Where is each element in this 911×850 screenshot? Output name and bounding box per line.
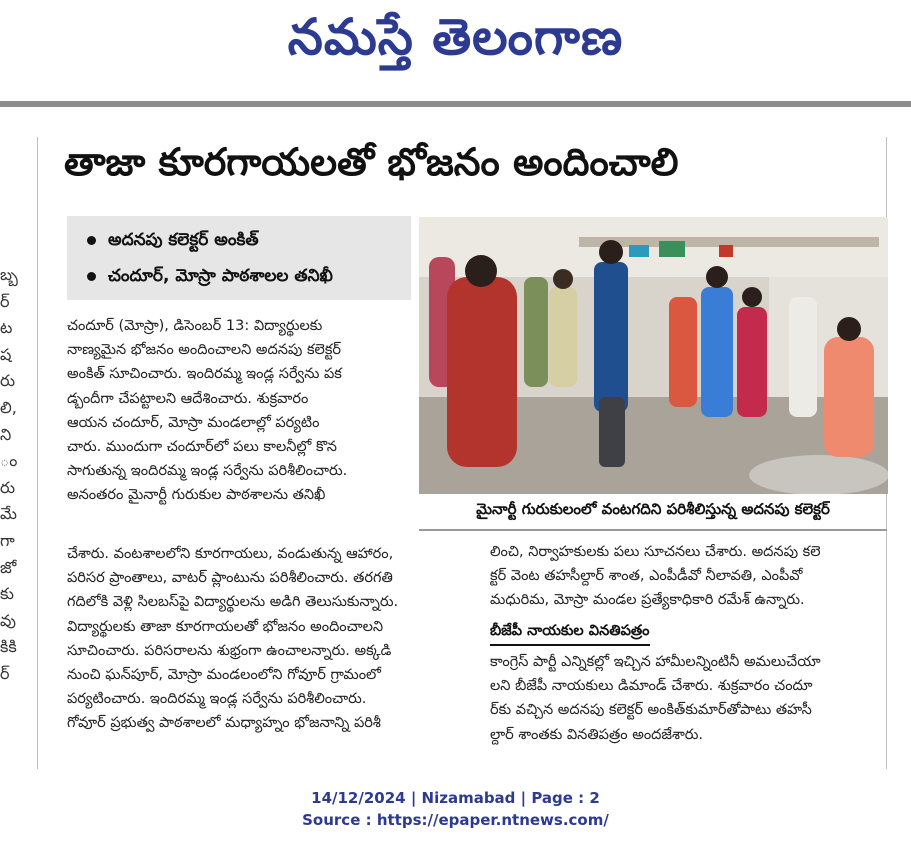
masthead [0,0,911,98]
article-line: డ్బందీగా చేపట్టాలని ఆదేశించారు. శుక్రవారం [67,390,309,407]
fragment-line: వు [0,610,16,630]
article-body-top [67,314,479,508]
article-headline: తాజా కూరగాయలతో భోజనం అందించాలి [64,140,679,184]
article-line: ర్‌కు వచ్చిన అదనపు కలెక్టర్ అంకిత్‌కుమార్‌తోపాటు తహసీ [490,702,812,719]
article-subheading: బీజేపీ నాయకుల వినతిపత్రం [490,623,650,646]
fragment-line: ం [0,451,18,471]
kitchen-inspection-photo [419,217,888,494]
fragment-line: ర్ [0,663,10,683]
article-line: సాగుతున్న ఇందిరమ్మ ఇండ్ల సర్వేను పరిశీలించారు. [67,463,348,480]
subheads-box [67,216,411,300]
article-body-right-column [490,540,884,613]
article-line: మధురిమ, మోస్రా మండల ప్రత్యేకాధికారి రమేశ్ ఉన్నారు. [490,592,805,609]
article-line: పరిసర ప్రాంతాలు, వాటర్ ప్లాంటును పరిశీలించారు. తరగతి [67,570,393,587]
bullet-icon [87,236,96,245]
fragment-line: గా [0,530,15,550]
article-line: చారు. ముందుగా చందూర్‌లో పలు కాలనీల్లో కొన [67,439,337,456]
fragment-line: ని [0,424,12,444]
article-line: అంకిత్ సూచించారు. ఇందిరమ్మ ఇండ్ల సర్వేను పక [67,366,342,383]
fragment-line: మే [0,504,17,524]
bullet-icon [87,272,96,281]
article-line: లించి, నిర్వాహకులకు పలు సూచనలు చేశారు. అదనపు కలె [490,544,821,560]
fragment-line: జో [0,557,17,577]
article-line: క్టర్ వెంట తహసీల్దార్ శాంత, ఎంపీడీవో నీలావతి, ఎంపీవో [490,568,803,585]
article-line: నుంచి ఘన్‌పూర్, మోస్రా మండలంలోని గోవూర్ గ్రామంలో [67,667,381,684]
article-line: గోవూర్ ప్రభుత్వ పాఠశాలలో మధ్యాహ్నం భోజనాన్ని పరిశీ [67,715,381,732]
article-line: విద్యార్థులకు తాజా కూరగాయలతో భోజనం అందించాలని [67,618,384,635]
fragment-line: ష [0,344,12,364]
article-body-left-column [67,542,479,736]
adjacent-column-fragment [0,262,20,688]
article-line: పర్యటించారు. ఇందిరమ్మ ఇండ్ల సర్వేను పరిశీలించారు. [67,691,367,708]
article-line: లని బీజేపీ నాయకులు డిమాండ్ చేశారు. శుక్రవారం చందూ [490,678,813,695]
fragment-line: బ్బ [0,265,18,284]
fragment-line: రు [0,371,16,391]
fragment-line: కికి [0,637,17,657]
article-line: నాణ్యమైన భోజనం అందించాలని అదనపు కలెక్టర్ [67,342,341,359]
fragment-line: ట [0,318,13,338]
page-footer [0,787,911,831]
source-link[interactable]: Source : https://epaper.ntnews.com/ [302,811,609,829]
article-photo [419,217,888,494]
article-line: ఆయన చందూర్, మోస్రా మండలాల్లో పర్యటిం [67,414,320,431]
article-line: చందూర్ (మోస్రా), డిసెంబర్ 13: విద్యార్థులకు [67,318,323,334]
fragment-line: రు [0,477,16,497]
article-body-right-column-2 [490,650,884,747]
newspaper-logo: నమస్తే తెలంగాణ [287,8,624,66]
article-line: అనంతరం మైనార్టీ గురుకుల పాఠశాలను తనిఖీ [67,487,326,504]
clip-border-left [37,137,38,769]
edition-info: 14/12/2024 | Nizamabad | Page : 2 [311,789,600,807]
caption-divider [419,529,887,531]
article-line: చేశారు. వంటశాలలోని కూరగాయలు, వండుతున్న ఆహారం, [67,546,394,562]
fragment-line: లి, [0,397,17,417]
fragment-line: ర్ [0,291,10,311]
article-line: సూచించారు. పరిసరాలను శుభ్రంగా ఉంచాలన్నారు. అక్కడి [67,642,392,659]
subhead-item: చందూర్, మోస్రా పాఠశాలల తనిఖీ [87,266,333,290]
masthead-divider [0,101,911,107]
fragment-line: కు [0,584,14,604]
article-line: గదిలోకి వెళ్లి సిలబస్‌పై విద్యార్థులను అడిగి తెలుసుకున్నారు. [67,594,399,611]
article-line: కాంగ్రెస్ పార్టీ ఎన్నికల్లో ఇచ్చిన హామీలన్నింటినీ అమలుచేయా [490,654,821,670]
photo-caption: మైనార్టీ గురుకులంలో వంటగదిని పరిశీలిస్తున్న అదనపు కలెక్టర్ [476,500,830,518]
article-line: ల్దార్ శాంతకు వినతిపత్రం అందజేశారు. [490,726,704,743]
subhead-item: అదనపు కలెక్టర్ అంకిత్ [87,230,259,254]
